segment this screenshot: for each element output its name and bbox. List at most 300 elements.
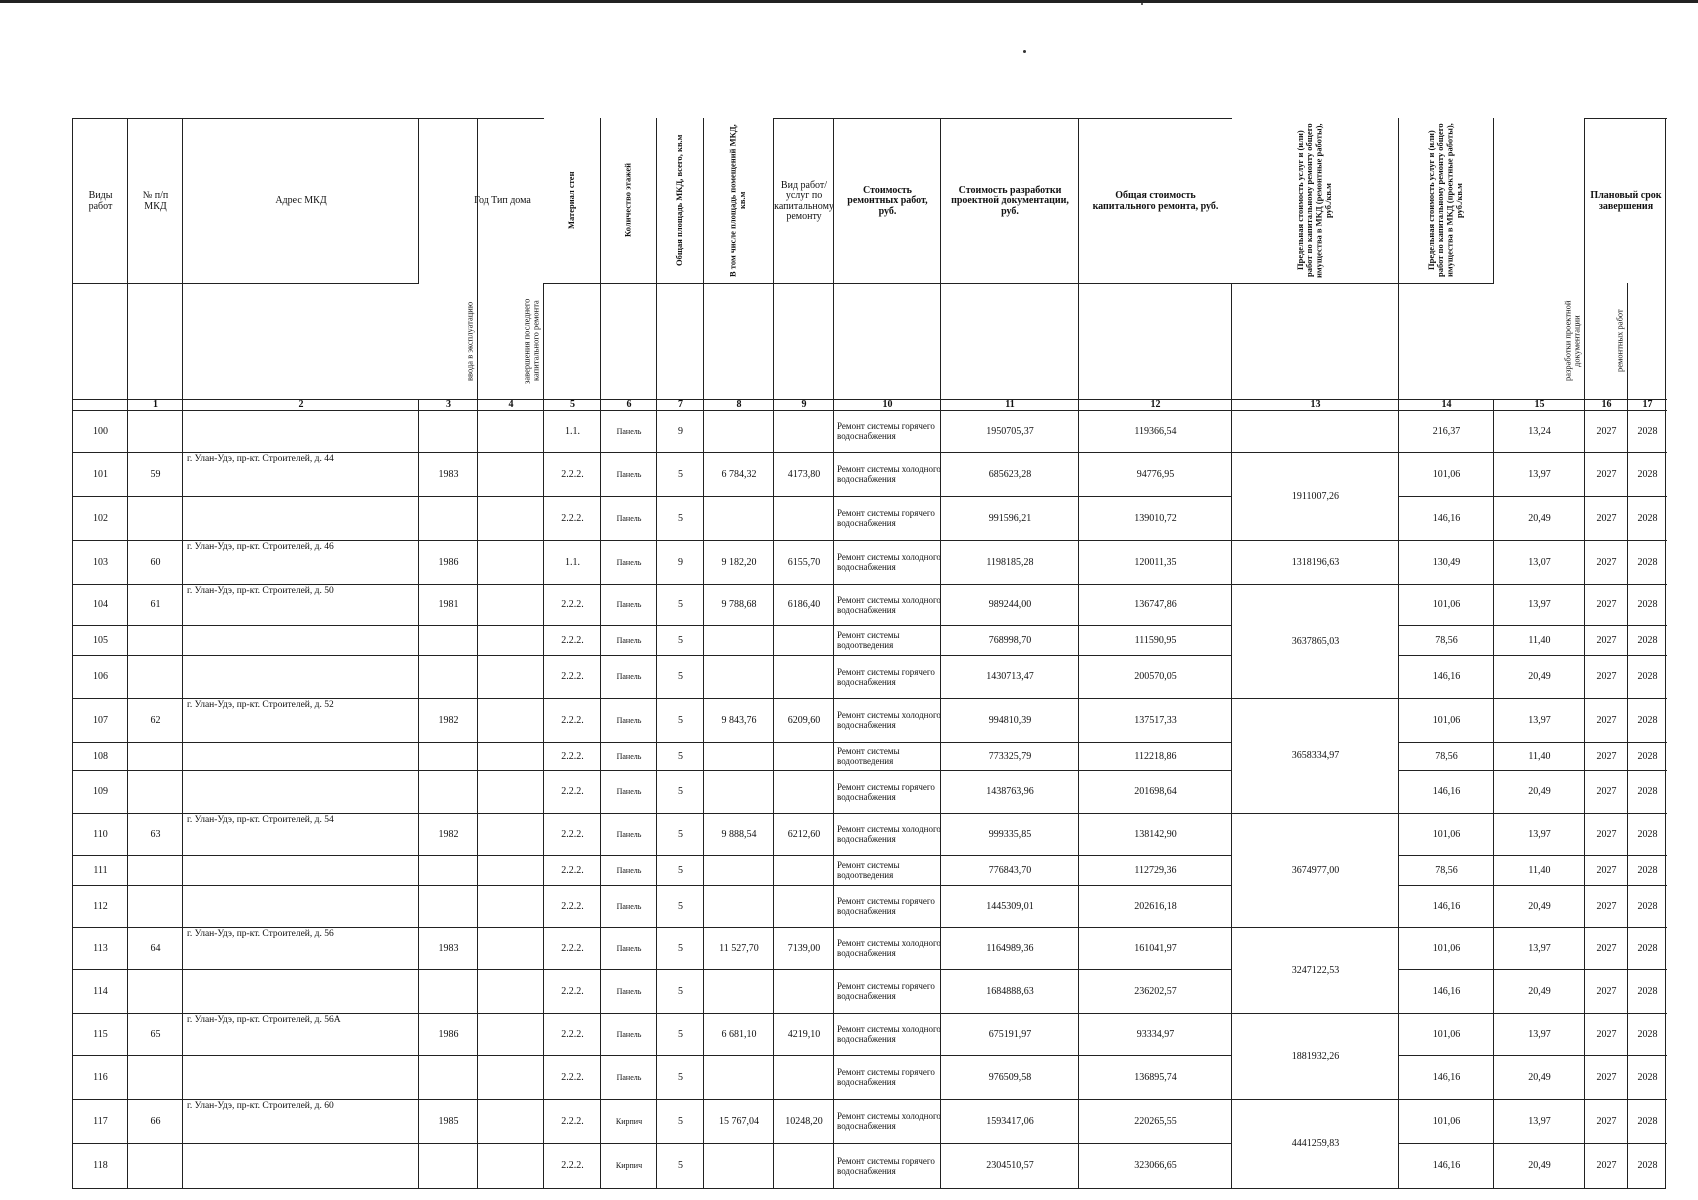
row-work-type: Ремонт системы горячего водоснабжения (833, 885, 941, 928)
column-number: 1 (127, 399, 183, 411)
row-repair-cost: 1445309,01 (940, 885, 1079, 928)
row-year-built: 1982 (418, 698, 478, 743)
header-pred-rem (1231, 118, 1399, 284)
row-work-type: Ремонт системы холодного водоснабжения (833, 452, 941, 497)
row-year-repair (477, 1013, 544, 1056)
row-limit-design: 13,97 (1493, 1099, 1585, 1144)
row-vid: 115 (72, 1013, 128, 1056)
header-stoimost-rem-text: Стоимость ремонтных работ, руб. (847, 184, 928, 217)
row-house-type: 2.2.2. (543, 969, 601, 1014)
subheader-srok-rem (1584, 283, 1628, 400)
row-limit-repair: 78,56 (1398, 855, 1494, 886)
row-area (703, 742, 774, 771)
row-deadline-repair: 2028 (1627, 885, 1667, 928)
row-nomer: 60 (127, 540, 183, 585)
row-vid: 117 (72, 1099, 128, 1144)
row-vid: 107 (72, 698, 128, 743)
row-year-repair (477, 625, 544, 656)
row-work-type: Ремонт системы водоотведения (833, 855, 941, 886)
row-design-cost: 112729,36 (1078, 855, 1232, 886)
row-address: г. Улан-Удэ, пр-кт. Строителей, д. 46 (182, 540, 419, 585)
header-obshaya (1078, 118, 1232, 284)
row-repair-cost: 976509,58 (940, 1055, 1079, 1100)
row-wall-material: Панель (600, 410, 657, 453)
row-floors: 5 (656, 855, 704, 886)
row-house-type: 2.2.2. (543, 584, 601, 626)
row-wall-material: Панель (600, 540, 657, 585)
row-wall-material: Панель (600, 452, 657, 497)
row-area-premises (773, 410, 834, 453)
row-house-type: 2.2.2. (543, 1055, 601, 1100)
row-address (182, 855, 419, 886)
row-year-repair (477, 540, 544, 585)
row-deadline-repair: 2028 (1627, 496, 1667, 541)
row-deadline-repair: 2028 (1627, 927, 1667, 970)
row-repair-cost: 1164989,36 (940, 927, 1079, 970)
header-ploshad (656, 118, 704, 284)
header-tip-doma-text: Тип дома (491, 195, 531, 207)
row-repair-cost: 768998,70 (940, 625, 1079, 656)
row-work-type: Ремонт системы холодного водоснабжения (833, 1099, 941, 1144)
row-area (703, 655, 774, 699)
row-year-repair (477, 496, 544, 541)
row-address (182, 625, 419, 656)
row-limit-design: 13,24 (1493, 410, 1585, 453)
column-number: 8 (703, 399, 774, 411)
row-address (182, 885, 419, 928)
row-repair-cost: 675191,97 (940, 1013, 1079, 1056)
column-number: 15 (1493, 399, 1585, 411)
row-design-cost: 136747,86 (1078, 584, 1232, 626)
row-nomer (127, 969, 183, 1014)
row-house-type: 2.2.2. (543, 927, 601, 970)
row-deadline-design: 2027 (1584, 813, 1628, 856)
header-obshaya-text: Общая стоимость капитального ремонта, руб. (1092, 190, 1219, 212)
row-limit-repair: 101,06 (1398, 927, 1494, 970)
row-year-built (418, 410, 478, 453)
row-repair-cost: 1438763,96 (940, 770, 1079, 814)
header-ploshad-pom-text: В том числе площадь помещений МКД, кв.м (727, 124, 747, 277)
row-floors: 5 (656, 885, 704, 928)
row-address (182, 770, 419, 814)
row-limit-design: 20,49 (1493, 770, 1585, 814)
row-deadline-repair: 2028 (1627, 410, 1667, 453)
subheader-text: ремонтных работ (1614, 309, 1625, 373)
row-repair-cost: 1950705,37 (940, 410, 1079, 453)
row-deadline-repair: 2028 (1627, 452, 1667, 497)
header-sub-cell (127, 283, 183, 400)
row-limit-design: 13,97 (1493, 1013, 1585, 1056)
row-area: 11 527,70 (703, 927, 774, 970)
row-year-built: 1981 (418, 584, 478, 626)
row-limit-design: 13,97 (1493, 452, 1585, 497)
subheader-text: разработки проектной документации (1562, 300, 1582, 382)
row-year-repair (477, 885, 544, 928)
row-vid: 104 (72, 584, 128, 626)
column-number: 3 (418, 399, 478, 411)
row-limit-design: 13,97 (1493, 698, 1585, 743)
row-address: г. Улан-Удэ, пр-кт. Строителей, д. 50 (182, 584, 419, 626)
table-right-border (1665, 118, 1666, 1188)
row-vid: 111 (72, 855, 128, 886)
header-sub-cell (1231, 283, 1399, 400)
row-total-cost: 3658334,97 (1231, 698, 1399, 814)
subheader-text: ввода в эксплуатацию (464, 301, 475, 381)
row-year-repair (477, 698, 544, 743)
row-year-built: 1985 (418, 1099, 478, 1144)
row-floors: 5 (656, 584, 704, 626)
row-deadline-repair: 2028 (1627, 1143, 1667, 1189)
row-limit-design: 20,49 (1493, 496, 1585, 541)
row-house-type: 1.1. (543, 540, 601, 585)
row-deadline-repair: 2028 (1627, 1013, 1667, 1056)
row-floors: 5 (656, 625, 704, 656)
row-design-cost: 161041,97 (1078, 927, 1232, 970)
row-deadline-design: 2027 (1584, 927, 1628, 970)
row-deadline-design: 2027 (1584, 1055, 1628, 1100)
row-work-type: Ремонт системы горячего водоснабжения (833, 1143, 941, 1189)
row-nomer: 59 (127, 452, 183, 497)
row-wall-material: Панель (600, 655, 657, 699)
row-deadline-repair: 2028 (1627, 584, 1667, 626)
row-design-cost: 323066,65 (1078, 1143, 1232, 1189)
row-design-cost: 200570,05 (1078, 655, 1232, 699)
row-wall-material: Панель (600, 855, 657, 886)
row-design-cost: 94776,95 (1078, 452, 1232, 497)
row-limit-design: 13,97 (1493, 927, 1585, 970)
row-area-premises: 6212,60 (773, 813, 834, 856)
row-area-premises (773, 885, 834, 928)
row-work-type: Ремонт системы горячего водоснабжения (833, 410, 941, 453)
row-work-type: Ремонт системы горячего водоснабжения (833, 655, 941, 699)
row-deadline-repair: 2028 (1627, 655, 1667, 699)
row-deadline-repair: 2028 (1627, 813, 1667, 856)
header-sub-cell (1078, 283, 1232, 400)
row-vid: 100 (72, 410, 128, 453)
header-ploshad-text: Общая площадь МКД, всего, кв.м (673, 134, 684, 267)
row-limit-repair: 78,56 (1398, 742, 1494, 771)
row-repair-cost: 685623,28 (940, 452, 1079, 497)
header-sub-cell (703, 283, 774, 400)
row-wall-material: Панель (600, 698, 657, 743)
row-address (182, 1055, 419, 1100)
row-year-repair (477, 1055, 544, 1100)
row-area-premises: 7139,00 (773, 927, 834, 970)
row-deadline-repair: 2028 (1627, 698, 1667, 743)
header-sub-cell (1398, 283, 1494, 400)
row-work-type: Ремонт системы горячего водоснабжения (833, 496, 941, 541)
row-limit-design: 11,40 (1493, 855, 1585, 886)
header-material-text: Материал стен (565, 171, 576, 230)
row-work-type: Ремонт системы холодного водоснабжения (833, 584, 941, 626)
row-year-built (418, 625, 478, 656)
row-wall-material: Панель (600, 927, 657, 970)
row-year-repair (477, 855, 544, 886)
row-deadline-design: 2027 (1584, 496, 1628, 541)
row-address: г. Улан-Удэ, пр-кт. Строителей, д. 56 (182, 927, 419, 970)
column-number: 5 (543, 399, 601, 411)
row-nomer: 62 (127, 698, 183, 743)
row-area-premises (773, 655, 834, 699)
row-deadline-design: 2027 (1584, 742, 1628, 771)
row-vid: 116 (72, 1055, 128, 1100)
header-vid-uslug (773, 118, 834, 284)
row-limit-design: 13,07 (1493, 540, 1585, 585)
row-year-repair (477, 969, 544, 1014)
row-wall-material: Панель (600, 625, 657, 656)
row-area (703, 1055, 774, 1100)
row-limit-repair: 216,37 (1398, 410, 1494, 453)
row-area: 6 784,32 (703, 452, 774, 497)
row-work-type: Ремонт системы холодного водоснабжения (833, 540, 941, 585)
row-area (703, 885, 774, 928)
header-etazhi-text: Количество этажей (622, 163, 633, 238)
row-year-built (418, 885, 478, 928)
row-limit-design: 20,49 (1493, 655, 1585, 699)
row-nomer: 63 (127, 813, 183, 856)
row-limit-repair: 101,06 (1398, 698, 1494, 743)
row-area: 9 843,76 (703, 698, 774, 743)
row-deadline-repair: 2028 (1627, 540, 1667, 585)
row-deadline-design: 2027 (1584, 969, 1628, 1014)
row-deadline-design: 2027 (1584, 698, 1628, 743)
row-repair-cost: 2304510,57 (940, 1143, 1079, 1189)
row-repair-cost: 1430713,47 (940, 655, 1079, 699)
row-limit-repair: 101,06 (1398, 1099, 1494, 1144)
row-house-type: 2.2.2. (543, 770, 601, 814)
row-deadline-design: 2027 (1584, 452, 1628, 497)
row-address: г. Улан-Удэ, пр-кт. Строителей, д. 44 (182, 452, 419, 497)
row-wall-material: Панель (600, 496, 657, 541)
row-wall-material: Панель (600, 1055, 657, 1100)
row-address: г. Улан-Удэ, пр-кт. Строителей, д. 52 (182, 698, 419, 743)
header-pred-rem-text: Предельная стоимость услуг и (или) работ по капитальному ремонту общего имущества в МКД (ремонтные работы), руб./кв.м (1294, 123, 1333, 278)
row-year-repair (477, 770, 544, 814)
row-floors: 5 (656, 496, 704, 541)
row-vid: 113 (72, 927, 128, 970)
row-vid: 108 (72, 742, 128, 771)
row-deadline-design: 2027 (1584, 410, 1628, 453)
row-address (182, 742, 419, 771)
row-limit-design: 20,49 (1493, 1055, 1585, 1100)
row-address: г. Улан-Удэ, пр-кт. Строителей, д. 60 (182, 1099, 419, 1144)
scan-speck (1023, 50, 1026, 53)
row-work-type: Ремонт системы холодного водоснабжения (833, 813, 941, 856)
row-area: 9 182,20 (703, 540, 774, 585)
header-nomer-text: № п/п МКД (142, 190, 169, 212)
row-area-premises (773, 855, 834, 886)
row-area: 15 767,04 (703, 1099, 774, 1144)
column-number: 13 (1231, 399, 1399, 411)
row-design-cost: 236202,57 (1078, 969, 1232, 1014)
row-area (703, 410, 774, 453)
row-area (703, 496, 774, 541)
row-house-type: 2.2.2. (543, 1013, 601, 1056)
row-design-cost: 111590,95 (1078, 625, 1232, 656)
row-floors: 5 (656, 1143, 704, 1189)
row-total-cost: 3637865,03 (1231, 584, 1399, 699)
row-area-premises (773, 496, 834, 541)
row-vid: 109 (72, 770, 128, 814)
row-work-type: Ремонт системы холодного водоснабжения (833, 1013, 941, 1056)
row-floors: 5 (656, 698, 704, 743)
row-area-premises (773, 742, 834, 771)
row-limit-repair: 101,06 (1398, 452, 1494, 497)
row-year-repair (477, 1099, 544, 1144)
row-vid: 102 (72, 496, 128, 541)
row-floors: 5 (656, 770, 704, 814)
header-pred-pd-text: Предельная стоимость услуг и (или) работ по капитальному ремонту общего имущества в МКД (проектные работы), руб./кв.м (1425, 123, 1464, 278)
column-number: 12 (1078, 399, 1232, 411)
row-limit-repair: 146,16 (1398, 1055, 1494, 1100)
row-year-repair (477, 742, 544, 771)
row-limit-repair: 146,16 (1398, 770, 1494, 814)
header-sub-cell (940, 283, 1079, 400)
row-year-repair (477, 452, 544, 497)
row-deadline-design: 2027 (1584, 770, 1628, 814)
header-sub-cell (543, 283, 601, 400)
row-deadline-design: 2027 (1584, 855, 1628, 886)
row-house-type: 2.2.2. (543, 855, 601, 886)
header-stoimost-rem (833, 118, 941, 284)
header-srok (1584, 118, 1667, 284)
row-floors: 5 (656, 1099, 704, 1144)
row-vid: 112 (72, 885, 128, 928)
row-floors: 5 (656, 1055, 704, 1100)
row-house-type: 2.2.2. (543, 742, 601, 771)
row-floors: 5 (656, 452, 704, 497)
column-number: 4 (477, 399, 544, 411)
row-floors: 5 (656, 813, 704, 856)
row-design-cost: 220265,55 (1078, 1099, 1232, 1144)
row-limit-repair: 146,16 (1398, 1143, 1494, 1189)
row-year-built (418, 855, 478, 886)
column-number: 16 (1584, 399, 1628, 411)
row-design-cost: 202616,18 (1078, 885, 1232, 928)
row-house-type: 2.2.2. (543, 885, 601, 928)
row-floors: 9 (656, 540, 704, 585)
row-address (182, 1143, 419, 1189)
row-wall-material: Панель (600, 1013, 657, 1056)
row-area (703, 1143, 774, 1189)
row-nomer (127, 855, 183, 886)
header-sub-cell (833, 283, 941, 400)
row-house-type: 2.2.2. (543, 698, 601, 743)
scan-top-border (0, 0, 1698, 3)
row-design-cost: 201698,64 (1078, 770, 1232, 814)
row-repair-cost: 1593417,06 (940, 1099, 1079, 1144)
row-work-type: Ремонт системы горячего водоснабжения (833, 770, 941, 814)
row-area-premises: 4219,10 (773, 1013, 834, 1056)
row-repair-cost: 994810,39 (940, 698, 1079, 743)
column-number: 6 (600, 399, 657, 411)
row-area-premises (773, 969, 834, 1014)
row-deadline-design: 2027 (1584, 885, 1628, 928)
header-vid-uslug-text: Вид работ/услуг по капитальному ремонту (774, 179, 834, 222)
row-floors: 5 (656, 969, 704, 1014)
row-year-repair (477, 410, 544, 453)
row-address (182, 655, 419, 699)
row-nomer: 64 (127, 927, 183, 970)
header-material (543, 118, 601, 284)
row-area (703, 770, 774, 814)
row-design-cost: 93334,97 (1078, 1013, 1232, 1056)
row-house-type: 2.2.2. (543, 625, 601, 656)
row-work-type: Ремонт системы водоотведения (833, 742, 941, 771)
row-year-built: 1986 (418, 1013, 478, 1056)
row-limit-repair: 101,06 (1398, 584, 1494, 626)
column-number: 17 (1627, 399, 1667, 411)
row-year-built: 1982 (418, 813, 478, 856)
column-number: 11 (940, 399, 1079, 411)
row-house-type: 2.2.2. (543, 496, 601, 541)
scan-speck (1141, 3, 1143, 5)
row-design-cost: 112218,86 (1078, 742, 1232, 771)
row-area-premises: 6155,70 (773, 540, 834, 585)
row-repair-cost: 991596,21 (940, 496, 1079, 541)
row-area-premises (773, 625, 834, 656)
row-design-cost: 119366,54 (1078, 410, 1232, 453)
row-year-built: 1986 (418, 540, 478, 585)
row-area (703, 855, 774, 886)
row-limit-design: 11,40 (1493, 625, 1585, 656)
header-sub-cell (773, 283, 834, 400)
header-sub-cell (600, 283, 657, 400)
row-area (703, 625, 774, 656)
subheader-text: завершения последнего капитального ремонта (521, 298, 541, 384)
row-nomer: 66 (127, 1099, 183, 1144)
row-design-cost: 138142,90 (1078, 813, 1232, 856)
row-wall-material: Панель (600, 813, 657, 856)
row-year-repair (477, 655, 544, 699)
header-srok-text: Плановый срок завершения (1590, 190, 1662, 212)
row-work-type: Ремонт системы горячего водоснабжения (833, 1055, 941, 1100)
row-nomer (127, 770, 183, 814)
row-area-premises (773, 1143, 834, 1189)
row-nomer (127, 625, 183, 656)
row-work-type: Ремонт системы водоотведения (833, 625, 941, 656)
row-area-premises: 4173,80 (773, 452, 834, 497)
row-address (182, 410, 419, 453)
row-total-cost: 3674977,00 (1231, 813, 1399, 928)
column-number: 10 (833, 399, 941, 411)
row-design-cost: 137517,33 (1078, 698, 1232, 743)
row-limit-repair: 101,06 (1398, 1013, 1494, 1056)
row-work-type: Ремонт системы холодного водоснабжения (833, 927, 941, 970)
row-vid: 114 (72, 969, 128, 1014)
row-design-cost: 139010,72 (1078, 496, 1232, 541)
row-design-cost: 120011,35 (1078, 540, 1232, 585)
row-year-built (418, 742, 478, 771)
row-total-cost: 1881932,26 (1231, 1013, 1399, 1100)
column-number: 7 (656, 399, 704, 411)
row-limit-repair: 146,16 (1398, 885, 1494, 928)
row-address: г. Улан-Удэ, пр-кт. Строителей, д. 54 (182, 813, 419, 856)
row-deadline-design: 2027 (1584, 655, 1628, 699)
row-vid: 103 (72, 540, 128, 585)
header-adres-text: Адрес МКД (275, 195, 327, 207)
column-number: 14 (1398, 399, 1494, 411)
row-wall-material: Панель (600, 584, 657, 626)
row-repair-cost: 773325,79 (940, 742, 1079, 771)
row-deadline-design: 2027 (1584, 1013, 1628, 1056)
row-year-built (418, 655, 478, 699)
row-total-cost: 1318196,63 (1231, 540, 1399, 585)
row-area: 9 888,54 (703, 813, 774, 856)
row-deadline-repair: 2028 (1627, 625, 1667, 656)
row-floors: 5 (656, 742, 704, 771)
row-year-built (418, 1055, 478, 1100)
